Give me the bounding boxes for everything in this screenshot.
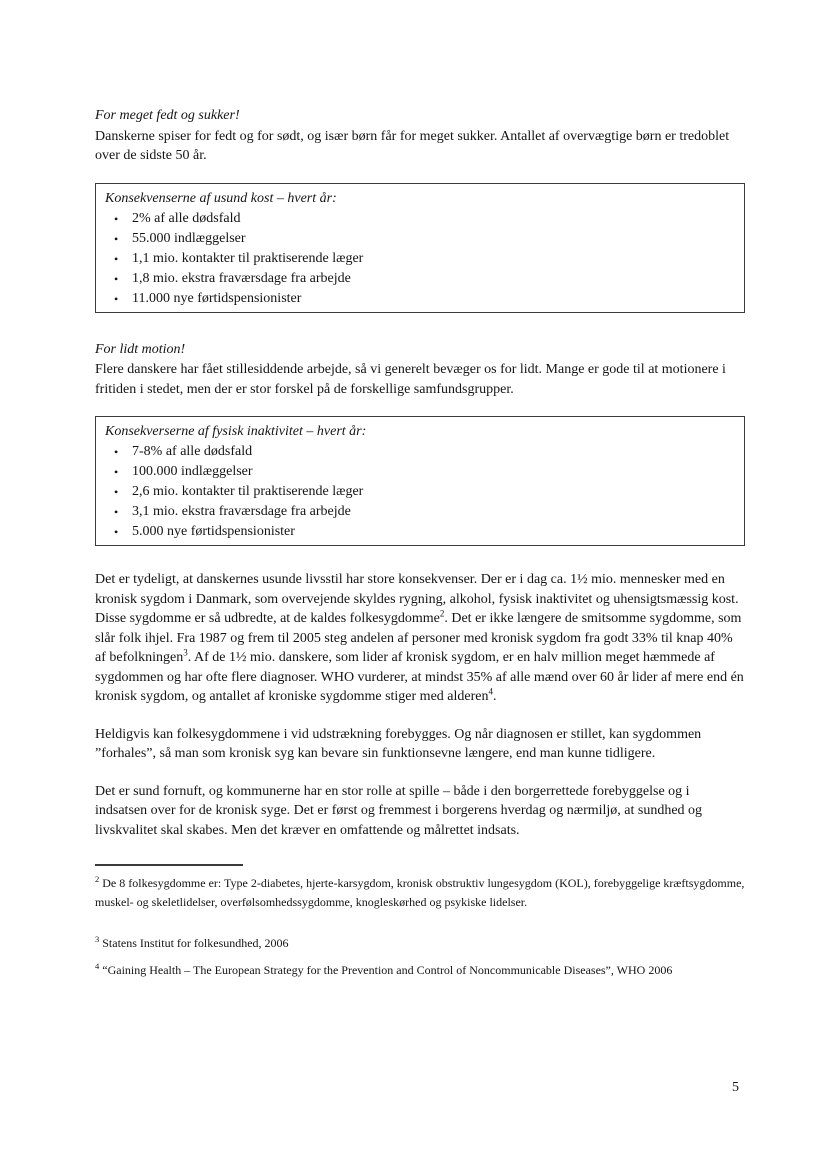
- list-item: • 1,8 mio. ekstra fraværsdage fra arbejde: [105, 269, 734, 289]
- list-item: • 7-8% af alle dødsfald: [105, 442, 734, 462]
- list-item: • 5.000 nye førtidspensionister: [105, 522, 734, 542]
- footnote-ref-2: 2: [439, 608, 445, 619]
- list-item: • 11.000 nye førtidspensionister: [105, 289, 734, 309]
- list-item: • 2% af alle dødsfald: [105, 209, 734, 229]
- list-item: • 1,1 mio. kontakter til praktiserende læger: [105, 249, 734, 269]
- paragraph-segment: . Det er ikke længere de smitsomme sygdomme, som slår folk ihjel. Fra 1987 og frem til 2005 steg andelen af personer med kronisk sygdom fra godt 33% til knap 40% af befolkningen: [95, 611, 742, 665]
- section-body-motion: Flere danskere har fået stillesiddende arbejde, så vi generelt bevæger os for lidt. Mange er gode til at motionere i fritiden i stedet, men der er stor forskel på de forskellige samfundsgrupper.: [95, 362, 726, 397]
- list-item: • 100.000 indlæggelser: [105, 462, 734, 482]
- paragraph-prevention: Heldigvis kan folkesygdommene i vid udstrækning forebygges. Og når diagnosen er stillet, kan sygdommen ”forhales”, så man som kronisk syg kan bevare sin funktionsevne længere, end man kunne tidligere.: [95, 726, 702, 761]
- footnote-2-marker: 2: [95, 874, 100, 884]
- footnote-3: [95, 934, 745, 953]
- section-heading-motion: For lidt motion!: [95, 341, 186, 357]
- footnote-2-text: De 8 folkesygdomme er: Type 2-diabetes, hjerte-karsygdom, kronisk obstruktiv lungesygdom (KOL), forebyggelige kræftsygdomme, muskel- og skeletlidelser, overfølsomhedssygdomme, knogleskørhed og psykiske lidelser.: [95, 876, 745, 909]
- consequences-box-diet-title: Konsekvenserne af usund kost – hvert år:: [105, 190, 337, 206]
- page-content: [95, 106, 745, 980]
- consequences-box-inactivity-list: [105, 442, 734, 542]
- consequences-box-inactivity: [95, 416, 745, 546]
- footnote-4-marker: 4: [95, 961, 100, 971]
- list-item: • 2,6 mio. kontakter til praktiserende læger: [105, 482, 734, 502]
- consequences-box-inactivity-title: Konsekverserne af fysisk inaktivitet – hvert år:: [105, 424, 367, 439]
- footnote-3-text: Statens Institut for folkesundhed, 2006: [99, 936, 289, 950]
- consequences-box-diet: [95, 183, 745, 313]
- paragraph-chronic-disease: [95, 570, 745, 707]
- paragraph-segment: . Af de 1½ mio. danskere, som lider af kronisk sygdom, er en halv million meget hæmmede af sygdommen og har ofte flere diagnoser. WHO vurderer, at mindst 35% af alle mænd over 60 år lider af mere end én kronisk sygdom, og antallet af kroniske sygdomme stiger med alderen: [95, 650, 744, 704]
- consequences-box-diet-list: [105, 209, 734, 309]
- paragraph-segment: .: [492, 689, 497, 704]
- footnote-3-marker: 3: [95, 934, 100, 944]
- footnote-separator: [95, 864, 243, 866]
- page-number: 5: [732, 1080, 739, 1095]
- footnote-4-text: “Gaining Health – The European Strategy for the Prevention and Control of Noncommunicable Diseases”, WHO 2006: [99, 963, 673, 977]
- footnote-ref-4: 4: [488, 686, 493, 697]
- footnote-2: [95, 874, 745, 912]
- list-item: • 3,1 mio. ekstra fraværsdage fra arbejde: [105, 502, 734, 522]
- footnote-4: [95, 961, 745, 980]
- list-item: • 55.000 indlæggelser: [105, 229, 734, 249]
- section-body-fat-sugar: Danskerne spiser for fedt og for sødt, og især børn får for meget sukker. Antallet af overvægtige børn er tredoblet over de sidste 50 år.: [95, 128, 730, 163]
- section-heading-fat-sugar: For meget fedt og sukker!: [95, 108, 240, 123]
- paragraph-segment: Det er tydeligt, at danskernes usunde livsstil har store konsekvenser. Der er i dag ca. 1½ mio. mennesker med en kronisk sygdom i Danmark, som overvejende skyldes rygning, alkohol, fysisk inaktivitet og uhensigtsmæssig kost. Disse sygdomme er så udbredte, at de kaldes folkesygdomme: [95, 572, 739, 626]
- paragraph-municipalities: Det er sund fornuft, og kommunerne har en stor rolle at spille – både i den borgerrettede forebyggelse og i indsatsen over for de kronisk syge. Det er først og fremmest i borgerens hverdag og nærmiljø, at sundhed og livskvalitet skal skabes. Men det kræver en omfattende og målrettet indsats.: [95, 783, 703, 838]
- footnote-ref-3: 3: [183, 647, 188, 658]
